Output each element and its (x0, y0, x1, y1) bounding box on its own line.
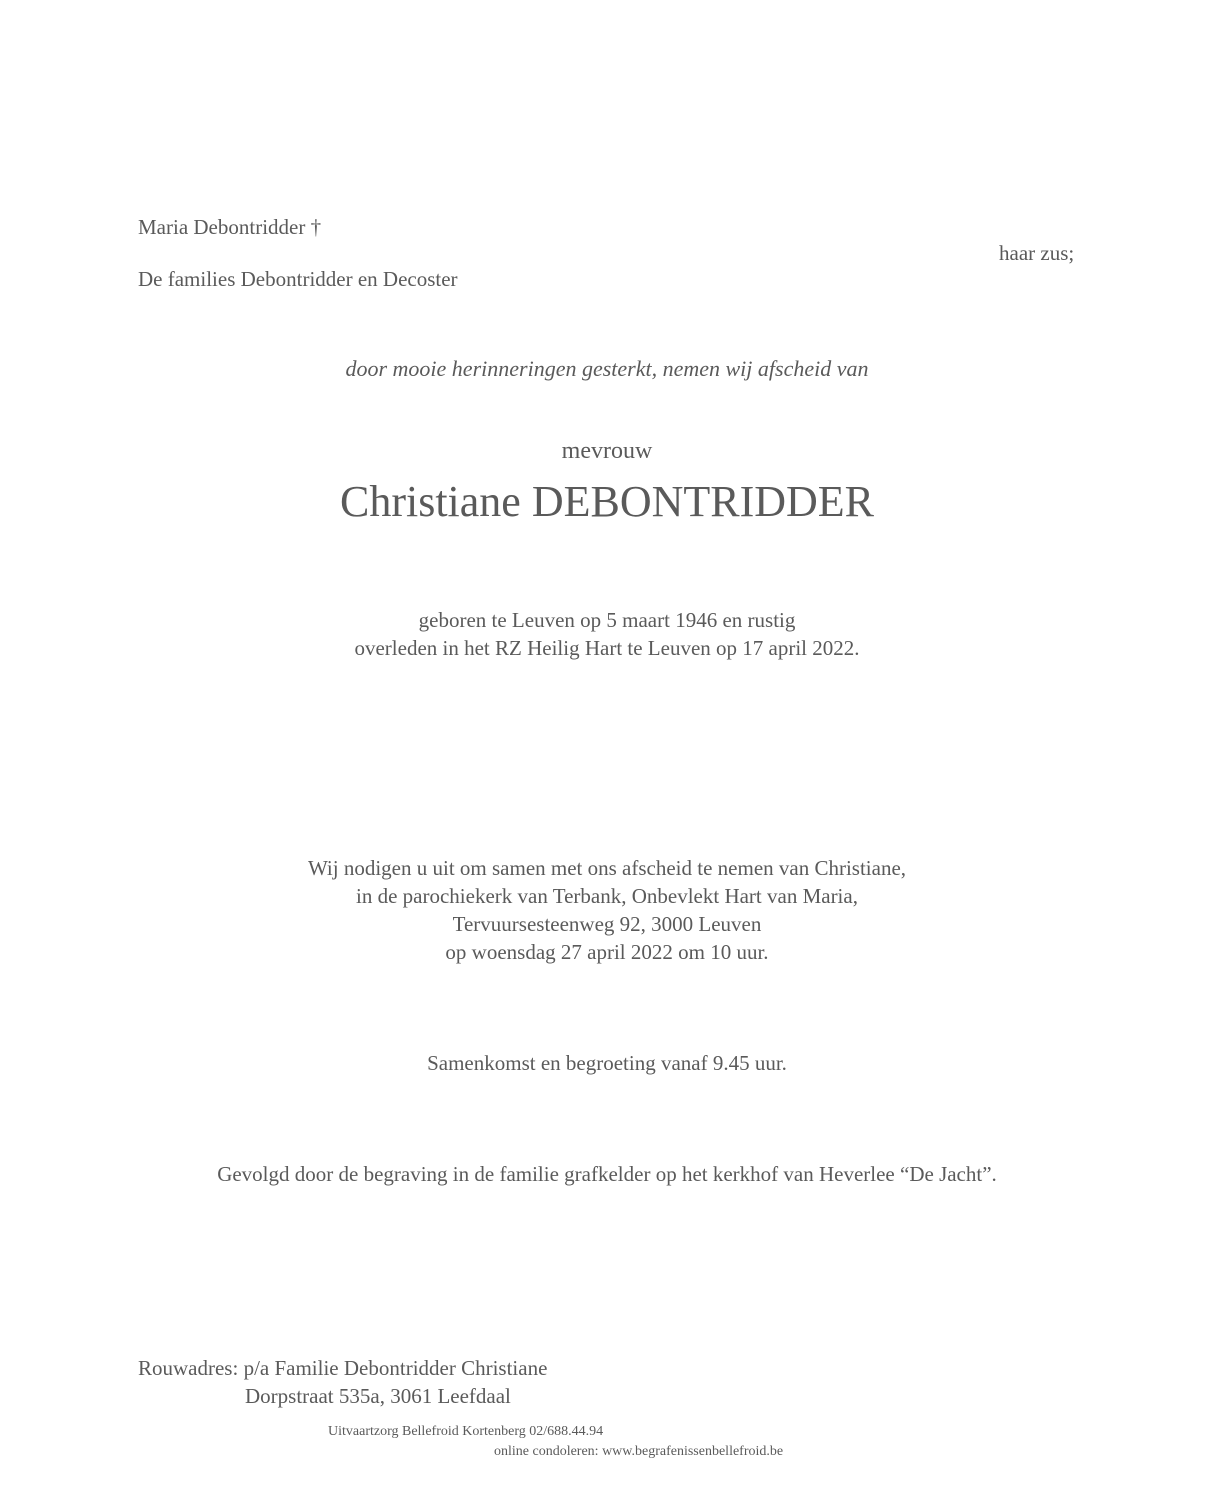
life-line-1: geboren te Leuven op 5 maart 1946 en rustig (418, 608, 796, 632)
deceased-name: Christiane DEBONTRIDDER (339, 477, 875, 526)
invitation-line-4: op woensdag 27 april 2022 om 10 uur. (445, 940, 769, 964)
deceased-title: mevrouw (561, 438, 653, 464)
invitation (0, 854, 1214, 966)
invitation-line-3: Tervuursesteenweg 92, 3000 Leuven (452, 912, 762, 936)
family-member-2: De families Debontridder en Decoster (138, 267, 458, 291)
family-member-1: Maria Debontridder † (138, 215, 322, 239)
mourning-address-line-1: Rouwadres: p/a Familie Debontridder Christiane (138, 1356, 548, 1380)
life-line-2: overleden in het RZ Heilig Hart te Leuven op 17 april 2022. (354, 636, 860, 660)
life-details (0, 606, 1214, 662)
burial-text: Gevolgd door de begraving in de familie grafkelder op het kerkhof van Heverlee “De Jacht”. (217, 1162, 997, 1186)
invitation-line-1: Wij nodigen u uit om samen met ons afscheid te nemen van Christiane, (307, 856, 907, 880)
intro-text: door mooie herinneringen gesterkt, nemen wij afscheid van (345, 356, 869, 381)
invitation-line-2: in de parochiekerk van Terbank, Onbevlekt Hart van Maria, (356, 884, 858, 908)
mourning-address-line-2: Dorpstraat 535a, 3061 Leefdaal (245, 1384, 511, 1408)
family-relation: haar zus; (999, 241, 1075, 265)
gathering-text: Samenkomst en begroeting vanaf 9.45 uur. (427, 1051, 787, 1075)
undertaker-info: Uitvaartzorg Bellefroid Kortenberg 02/688.44.94 (328, 1424, 604, 1439)
online-condolences: online condoleren: www.begrafenissenbellefroid.be (494, 1444, 784, 1459)
